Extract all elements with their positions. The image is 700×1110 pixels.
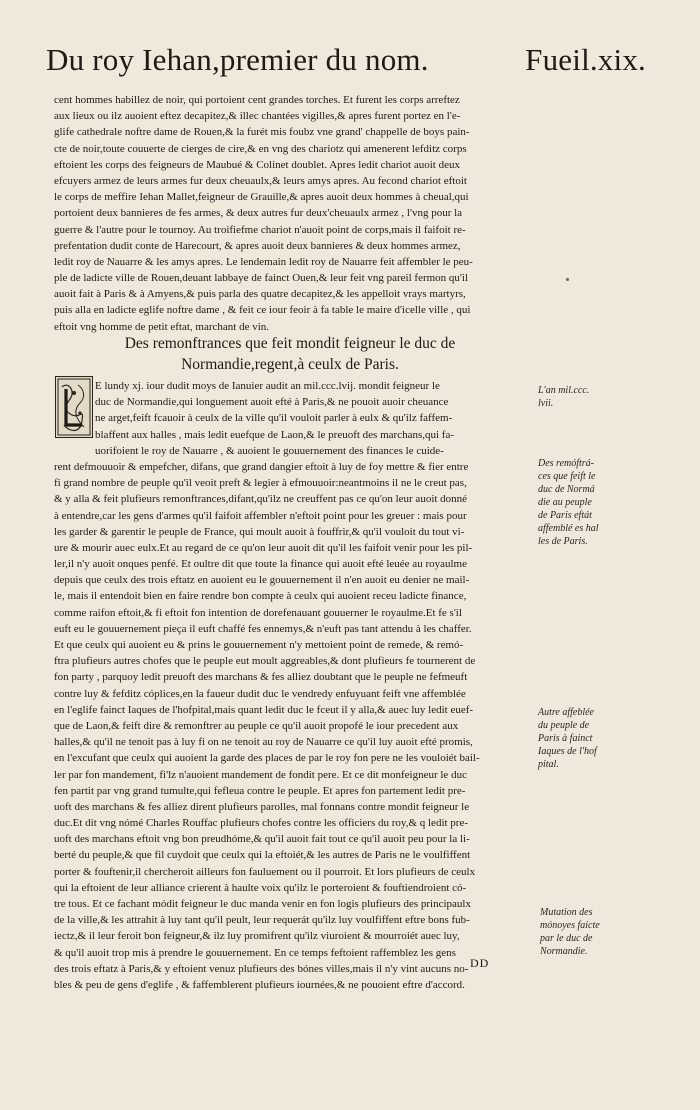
margin-note-line: de Paris eftát <box>538 510 592 521</box>
folio-number: Fueil.xix. <box>525 42 646 77</box>
text-line: aux lieux ou ilz auoient eftez decapitez,& illec chantées vigilles,& apres furent portez en l'e- <box>54 110 461 123</box>
margin-note-assembly <box>538 706 630 771</box>
margin-note-line: affemblé es hal <box>538 523 599 534</box>
text-line: euft eu le gouuernement pieça il euft chaffé fes ennemys,& n'euft pas tant attendu à les chaffer. <box>54 622 472 635</box>
text-line: auoit fait à Paris & à Amyens,& puis parla des quatre decapitez,& les appelloit vrays martyrs, <box>54 288 466 301</box>
text-line: uoft des marchans eftoit vng bon preudhóme,& qu'il auoit fait tout ce qu'il auoit peu pour la li- <box>54 833 470 846</box>
paper-speck <box>566 278 569 281</box>
text-line: porter & fouftenir,il chercheroit ailleurs fon fauluement ou il pourroit. Et lors plufieurs de ceulx <box>54 865 476 878</box>
text-line: les garder & garentir le peuple de France, qui moult auoit à fouffrir,& qu'il vouloit du tout vi- <box>54 525 465 538</box>
text-line: ler,il n'y auoit onques penfé. Et oultre dit que toute la finance qui auoit efté leuée au royaulme <box>54 558 467 571</box>
margin-note-coinage <box>540 906 632 958</box>
chapter-heading <box>60 333 520 375</box>
text-line: cte de noir,toute couuerte de cierges de cire,& en vng des chariotz qui amenerent lefditz corps <box>54 142 467 155</box>
text-line: comme raifon eftoit,& fi eftoit fon intention de dorefenauant gouuerner le royaulme.Et fe s'il <box>54 606 462 619</box>
text-line: fon party , parquoy ledit preuoft des marchans & fes alliez doubtant que le peuple ne fefmeuft <box>54 671 468 684</box>
chapter-heading-line: Normandie,regent,à ceulx de Paris. <box>181 356 399 373</box>
text-line: & y alla & feit plufieurs remonftrances,difant,qu'ilz ne creuffent pas ce qu'on leur auoit donné <box>54 493 468 506</box>
chapter-heading-line: Des remonftrances que feit mondit feigneur le duc de <box>124 335 456 352</box>
text-line: à entendre,car les gens d'armes qu'il faifoit affembler n'eftoit point pour les greuer : mais pour <box>54 509 467 522</box>
text-line: efcuyers armez de leurs armes fur deux cheuaulx,& leurs amys apres. Au fecond chariot eftoit <box>54 174 467 187</box>
text-line: puis alla en ladicte eglife noftre dame , & feit ce iour feoir à fa table le maire d'icelle ville , qui <box>54 304 471 317</box>
margin-note-line: les de Paris. <box>538 536 588 547</box>
text-line: & qu'il auoit trop mis à prendre le gouuernement. En ce temps feftoient raffemblez les gens <box>54 946 456 959</box>
text-line: fen partit par vng grand tumulte,qui fefleua contre le peuple. Et apres fon partement ledit pre- <box>54 784 466 797</box>
margin-note-line: par le duc de <box>540 933 593 944</box>
text-line: blaffent aux halles , mais ledit euefque de Laon,& le preuoft des marchans,qui fa- <box>95 428 454 441</box>
text-line: ftra plufieurs autres chofes que le peuple eut moult aggreables,& dont plufieurs fe tournerent de <box>54 655 476 668</box>
margin-note-line: die au peuple <box>538 497 592 508</box>
running-header <box>46 42 646 88</box>
margin-note-line: Normandie. <box>540 946 588 957</box>
margin-note-line: Des remóftrá- <box>538 458 595 469</box>
text-line: tre tous. Et ce fachant módit feigneur le duc manda venir en fon logis plufieurs des principaulx <box>54 898 471 910</box>
signature-mark: DD <box>470 956 490 970</box>
text-line: rent defmouuoir & empefcher, difans, que grand dangier eftoit à luy de foy mettre & fier entre <box>54 460 469 473</box>
text-line: glife cathedrale noftre dame de Rouen,& la furét mis foubz vne grand' chappelle de boys pain- <box>54 126 470 139</box>
margin-note-line: du peuple de <box>538 720 590 731</box>
margin-note-date <box>538 384 630 410</box>
text-line: qui la eftoient de leur alliance crierent à haulte voix qu'ilz le porteroient & fouftiendroient có- <box>54 881 467 894</box>
running-title: Du roy Iehan,premier du nom. <box>46 42 429 77</box>
chapter-body-text <box>54 378 524 993</box>
text-line: prefentation dudit conte de Harecourt, & apres auoit deux bannieres & deux hommes armez, <box>54 239 461 252</box>
text-line: le corps de meffire Iehan Mallet,feigneur de Grauille,& apres auoit deux hommes à cheual,qui <box>54 191 469 204</box>
text-line: berté du peuple,& que fil cuydoit que ceulx qui la eftoiét,& les autres de Paris ne le voulfiffent <box>54 849 471 862</box>
margin-note-line: duc de Normá <box>538 484 595 495</box>
text-line: le, mais il entendoit bien en faire rendre bon compte à ceulx qui auoient receu ladicte finance, <box>54 590 467 603</box>
margin-note-line: mónoyes faicte <box>540 920 600 931</box>
text-line: bles & peu de gens d'eglife , & faffemblerent plufieurs iournées,& ne pouoient eftre d'accord. <box>54 978 465 991</box>
margin-note-remonstrances <box>538 457 630 548</box>
text-line: en l'excufant que ceulx qui auoient la garde des places de par le roy fon pere ne les vouloiét bail- <box>54 752 480 765</box>
margin-note-line: Mutation des <box>540 907 593 918</box>
text-line: ler par fon mandement, fi'lz n'auoient mandement de fondit pere. Et ce dit monfeigneur le duc <box>54 768 467 781</box>
text-line: ple de ladicte ville de Rouen,deuant labbaye de fainct Ouen,& leur feit vng pareil fermon qu'il <box>54 272 469 285</box>
text-line: Et que ceulx qui auoient eu & prins le gouuernement n'y mettoient point de remede, & remó- <box>54 639 464 651</box>
text-line: duc.Et dit vng nómé Charles Rouffac plufieurs chofes contre les officiers du roy,& q ledit pre- <box>54 817 469 830</box>
margin-note-line: ces que feift le <box>538 471 596 482</box>
text-line: eftoient les corps des feigneurs de Maubué & Colinet doublet. Apres ledit chariot auoit deux <box>54 158 460 171</box>
text-line: fi grand nombre de peuple qu'il veoit preft & legier à efmouuoir:neantmoins il ne le creut pas, <box>54 477 467 490</box>
text-line: depuis que ceulx des trois eftatz en auoient eu le gouuernement il n'en auoit eu denier ne mail- <box>54 574 470 587</box>
text-line: uoft des marchans & fes alliez dirent plufieurs parolles, mal fonnans contre mondit feigneur le <box>54 800 470 813</box>
text-line: ledit roy de Nauarre & les amys apres. Le lendemain ledit roy de Nauarre feit affembler le peu- <box>54 255 473 268</box>
text-line: guerre & l'autre pour le tournoy. Au troifiefme chariot n'auoit point de corps,mais il faifoit re- <box>54 223 466 236</box>
paragraph-continuation <box>54 92 524 335</box>
text-line: eftoit vng homme de petit eftat, marchant de vin. <box>54 320 270 333</box>
text-line: uorifoient le roy de Nauarre , & auoient le gouuernement des finances le cuide- <box>95 444 444 457</box>
text-line: que de Laon,& feift dire & remonftrer au peuple ce qu'il auoit propofé le iour precedent aux <box>54 719 459 732</box>
text-line: portoient deux bannieres de fes armes, & deux autres fur deux'cheuaulx armez , l'vng pour la <box>54 207 463 220</box>
text-line: halles,& qu'il ne tenoit pas à luy fi on ne tenoit au roy de Nauarre ce qu'il luy auoit efté promis, <box>54 736 473 749</box>
text-line: ne arget,feift fcauoir à ceulx de la ville qu'il vouloit parler à eulx & qu'ilz faffem- <box>95 412 453 425</box>
margin-note-line: Paris à fainct <box>538 733 593 744</box>
text-line: E lundy xj. iour dudit moys de Ianuier audit an mil.ccc.lvij. mondit feigneur le <box>95 380 440 392</box>
text-line: contre luy & fefditz cóplices,en la faueur dudit duc le vendredy enfuyuant feift vne affemblée <box>54 687 466 700</box>
text-line: iectz,& il leur feroit bon feigneur,& ilz luy promifrent qu'ilz viuroient & mourroiét auec luy, <box>54 930 460 943</box>
text-line: en l'eglife fainct Iaques de l'hofpital,mais quant ledit duc le fceut il y alla,& auec luy ledit euef- <box>54 703 474 716</box>
text-line: ure & mourir auec eulx.Et au regard de ce qu'on leur auoit dit qu'il les faifoit venir pour les pil- <box>54 541 473 554</box>
text-line: cent hommes habillez de noir, qui portoient cent grandes torches. Et furent les corps arreftez <box>54 94 460 106</box>
margin-note-line: Iaques de l'hof <box>538 746 597 757</box>
text-line: duc de Normandie,qui longuement auoit efté à Paris,& ne pouoit auoir cheuance <box>95 396 449 409</box>
margin-note-line: lvii. <box>538 398 554 409</box>
margin-note-line: pital. <box>538 759 559 770</box>
margin-note-line: Autre affeblée <box>538 707 594 718</box>
text-line: des trois eftatz à Paris,& y eftoient venuz plufieurs des bónes villes,mais il n'y vint aucuns no- <box>54 962 469 975</box>
text-line: de la ville,& les attrahit à luy tant qu'il peult, leur requerát qu'ilz luy voulfiffent eftre bons fub- <box>54 914 470 927</box>
margin-note-line: L'an mil.ccc. <box>538 385 590 396</box>
